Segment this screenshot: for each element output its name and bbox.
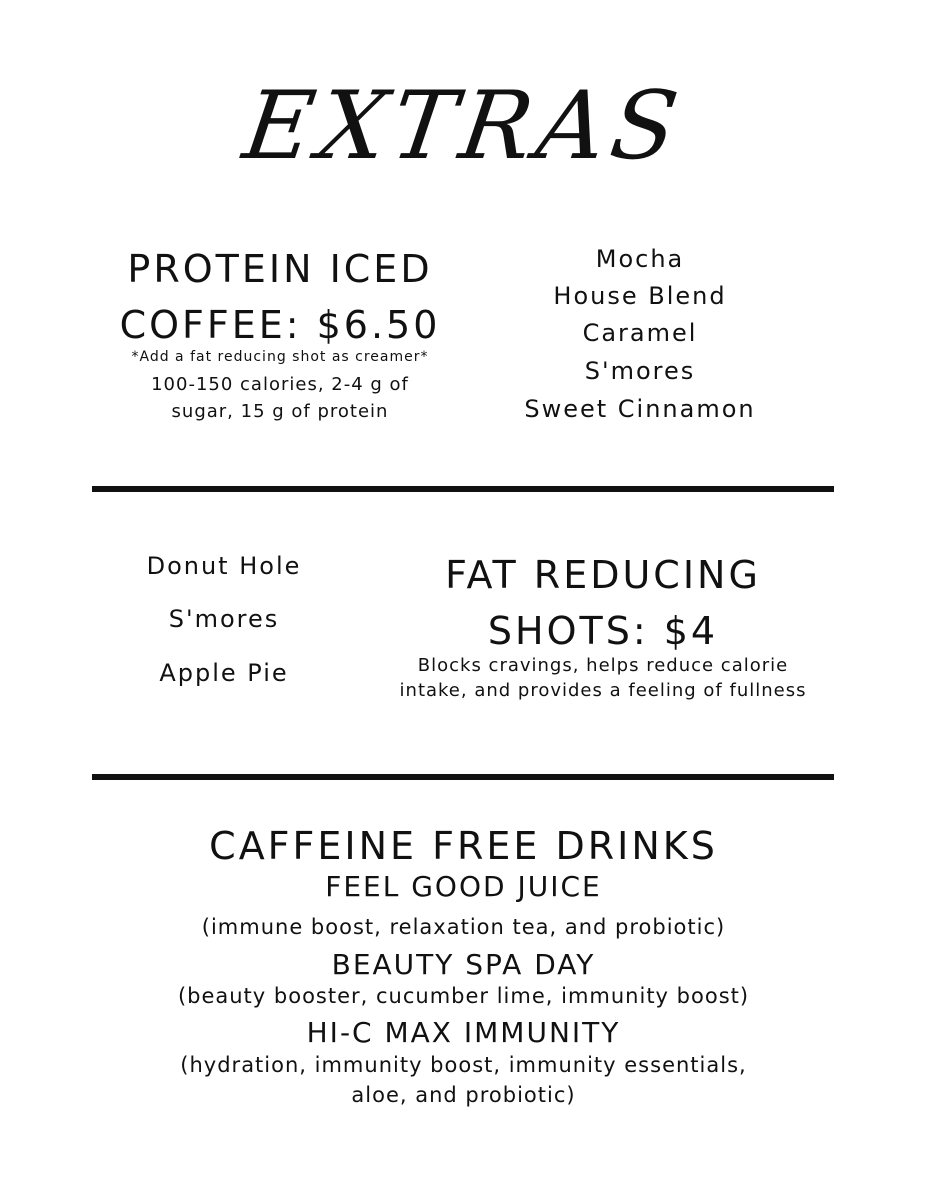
shots-desc-line2: intake, and provides a feeling of fullness <box>399 680 807 701</box>
list-item: Mocha <box>595 245 685 273</box>
drink-desc-beauty-spa-day: (beauty booster, cucumber lime, immunity boost) <box>177 984 750 1008</box>
drink-desc-hi-c-max-immunity-line2: aloe, and probiotic) <box>351 1083 576 1107</box>
caffeine-free-heading: CAFFEINE FREE DRINKS <box>209 824 718 868</box>
shots-heading-line2: SHOTS: $4 <box>487 609 719 653</box>
protein-nutrition-line1: 100-150 calories, 2-4 g of <box>151 374 409 395</box>
protein-heading-line2: COFFEE: $6.50 <box>119 303 441 347</box>
list-item: Apple Pie <box>159 659 289 687</box>
page-title: EXTRAS <box>237 72 690 181</box>
drink-name-beauty-spa-day: BEAUTY SPA DAY <box>331 948 596 981</box>
protein-heading-line1: PROTEIN ICED <box>127 247 433 291</box>
drink-name-hi-c-max-immunity: HI-C MAX IMMUNITY <box>306 1016 621 1049</box>
shots-desc-line1: Blocks cravings, helps reduce calorie <box>417 655 789 676</box>
list-item: Sweet Cinnamon <box>524 395 756 423</box>
list-item: Caramel <box>582 319 698 347</box>
drink-desc-feel-good-juice: (immune boost, relaxation tea, and probiotic) <box>201 915 726 939</box>
section-divider <box>92 486 834 492</box>
section-divider <box>92 774 834 780</box>
list-item: S'mores <box>584 357 696 385</box>
drink-name-feel-good-juice: FEEL GOOD JUICE <box>325 870 602 903</box>
protein-note: *Add a fat reducing shot as creamer* <box>131 349 429 365</box>
list-item: Donut Hole <box>146 552 302 580</box>
drink-desc-hi-c-max-immunity-line1: (hydration, immunity boost, immunity essentials, <box>180 1053 747 1077</box>
shots-heading-line1: FAT REDUCING <box>445 553 761 597</box>
protein-nutrition-line2: sugar, 15 g of protein <box>171 401 389 422</box>
list-item: S'mores <box>168 605 280 633</box>
list-item: House Blend <box>553 282 727 310</box>
